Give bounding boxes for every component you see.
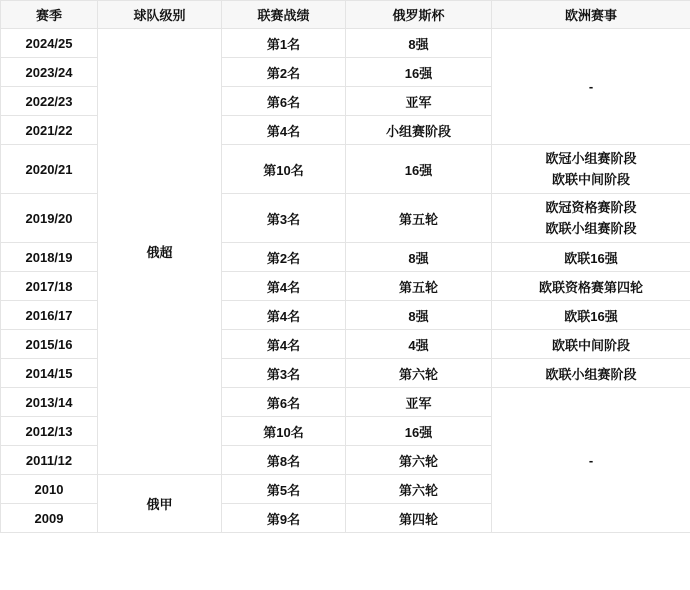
russian-cup-cell: 16强	[346, 145, 492, 194]
european-competition-cell: 欧联16强	[492, 243, 690, 272]
league-result-cell: 第6名	[222, 87, 346, 116]
russian-cup-cell: 小组赛阶段	[346, 116, 492, 145]
season-cell: 2013/14	[1, 388, 98, 417]
russian-cup-cell: 亚军	[346, 87, 492, 116]
season-cell: 2018/19	[1, 243, 98, 272]
season-cell: 2014/15	[1, 359, 98, 388]
european-competition-cell	[492, 145, 690, 194]
russian-cup-cell: 16强	[346, 417, 492, 446]
header-row	[1, 1, 690, 29]
header-european-competition: 欧洲赛事	[492, 1, 690, 29]
russian-cup-cell: 第六轮	[346, 475, 492, 504]
league-result-cell: 第4名	[222, 116, 346, 145]
league-result-cell: 第4名	[222, 301, 346, 330]
season-cell: 2017/18	[1, 272, 98, 301]
season-cell: 2015/16	[1, 330, 98, 359]
header-russian-cup: 俄罗斯杯	[346, 1, 492, 29]
header-league-record: 联赛战绩	[222, 1, 346, 29]
league-level-cell: 俄甲	[98, 475, 222, 533]
league-result-cell: 第3名	[222, 359, 346, 388]
league-result-cell: 第1名	[222, 29, 346, 58]
russian-cup-cell: 第五轮	[346, 194, 492, 243]
european-competition-cell: 欧联16强	[492, 301, 690, 330]
russian-cup-cell: 第六轮	[346, 359, 492, 388]
russian-cup-cell: 第五轮	[346, 272, 492, 301]
european-competition-line: 欧联小组赛阶段	[545, 221, 637, 236]
league-result-cell: 第2名	[222, 58, 346, 87]
european-competition-merged-cell: -	[492, 388, 690, 533]
season-cell: 2021/22	[1, 116, 98, 145]
table-row	[1, 29, 690, 58]
russian-cup-cell: 8强	[346, 301, 492, 330]
league-result-cell: 第3名	[222, 194, 346, 243]
season-cell: 2022/23	[1, 87, 98, 116]
league-result-cell: 第5名	[222, 475, 346, 504]
season-cell: 2012/13	[1, 417, 98, 446]
league-result-cell: 第4名	[222, 272, 346, 301]
russian-cup-cell: 8强	[346, 243, 492, 272]
season-cell: 2020/21	[1, 145, 98, 194]
league-result-cell: 第6名	[222, 388, 346, 417]
league-result-cell: 第2名	[222, 243, 346, 272]
header-season: 赛季	[1, 1, 98, 29]
league-result-cell: 第4名	[222, 330, 346, 359]
season-cell: 2011/12	[1, 446, 98, 475]
season-cell: 2019/20	[1, 194, 98, 243]
league-result-cell: 第8名	[222, 446, 346, 475]
european-competition-cell: 欧联资格赛第四轮	[492, 272, 690, 301]
season-cell: 2016/17	[1, 301, 98, 330]
header-team-level: 球队级别	[98, 1, 222, 29]
european-competition-line: 欧冠资格赛阶段	[545, 200, 637, 215]
russian-cup-cell: 4强	[346, 330, 492, 359]
league-result-cell: 第10名	[222, 145, 346, 194]
season-cell: 2024/25	[1, 29, 98, 58]
russian-cup-cell: 亚军	[346, 388, 492, 417]
season-cell: 2023/24	[1, 58, 98, 87]
league-result-cell: 第9名	[222, 504, 346, 533]
european-competition-line: 欧冠小组赛阶段	[545, 151, 637, 166]
russian-cup-cell: 第四轮	[346, 504, 492, 533]
russian-cup-cell: 第六轮	[346, 446, 492, 475]
european-competition-merged-cell: -	[492, 29, 690, 145]
season-cell: 2010	[1, 475, 98, 504]
european-competition-line: 欧联中间阶段	[551, 172, 630, 187]
russian-cup-cell: 16强	[346, 58, 492, 87]
season-cell: 2009	[1, 504, 98, 533]
league-result-cell: 第10名	[222, 417, 346, 446]
european-competition-cell	[492, 194, 690, 243]
european-competition-cell: 欧联小组赛阶段	[492, 359, 690, 388]
european-competition-cell: 欧联中间阶段	[492, 330, 690, 359]
russian-cup-cell: 8强	[346, 29, 492, 58]
league-level-cell: 俄超	[98, 29, 222, 475]
